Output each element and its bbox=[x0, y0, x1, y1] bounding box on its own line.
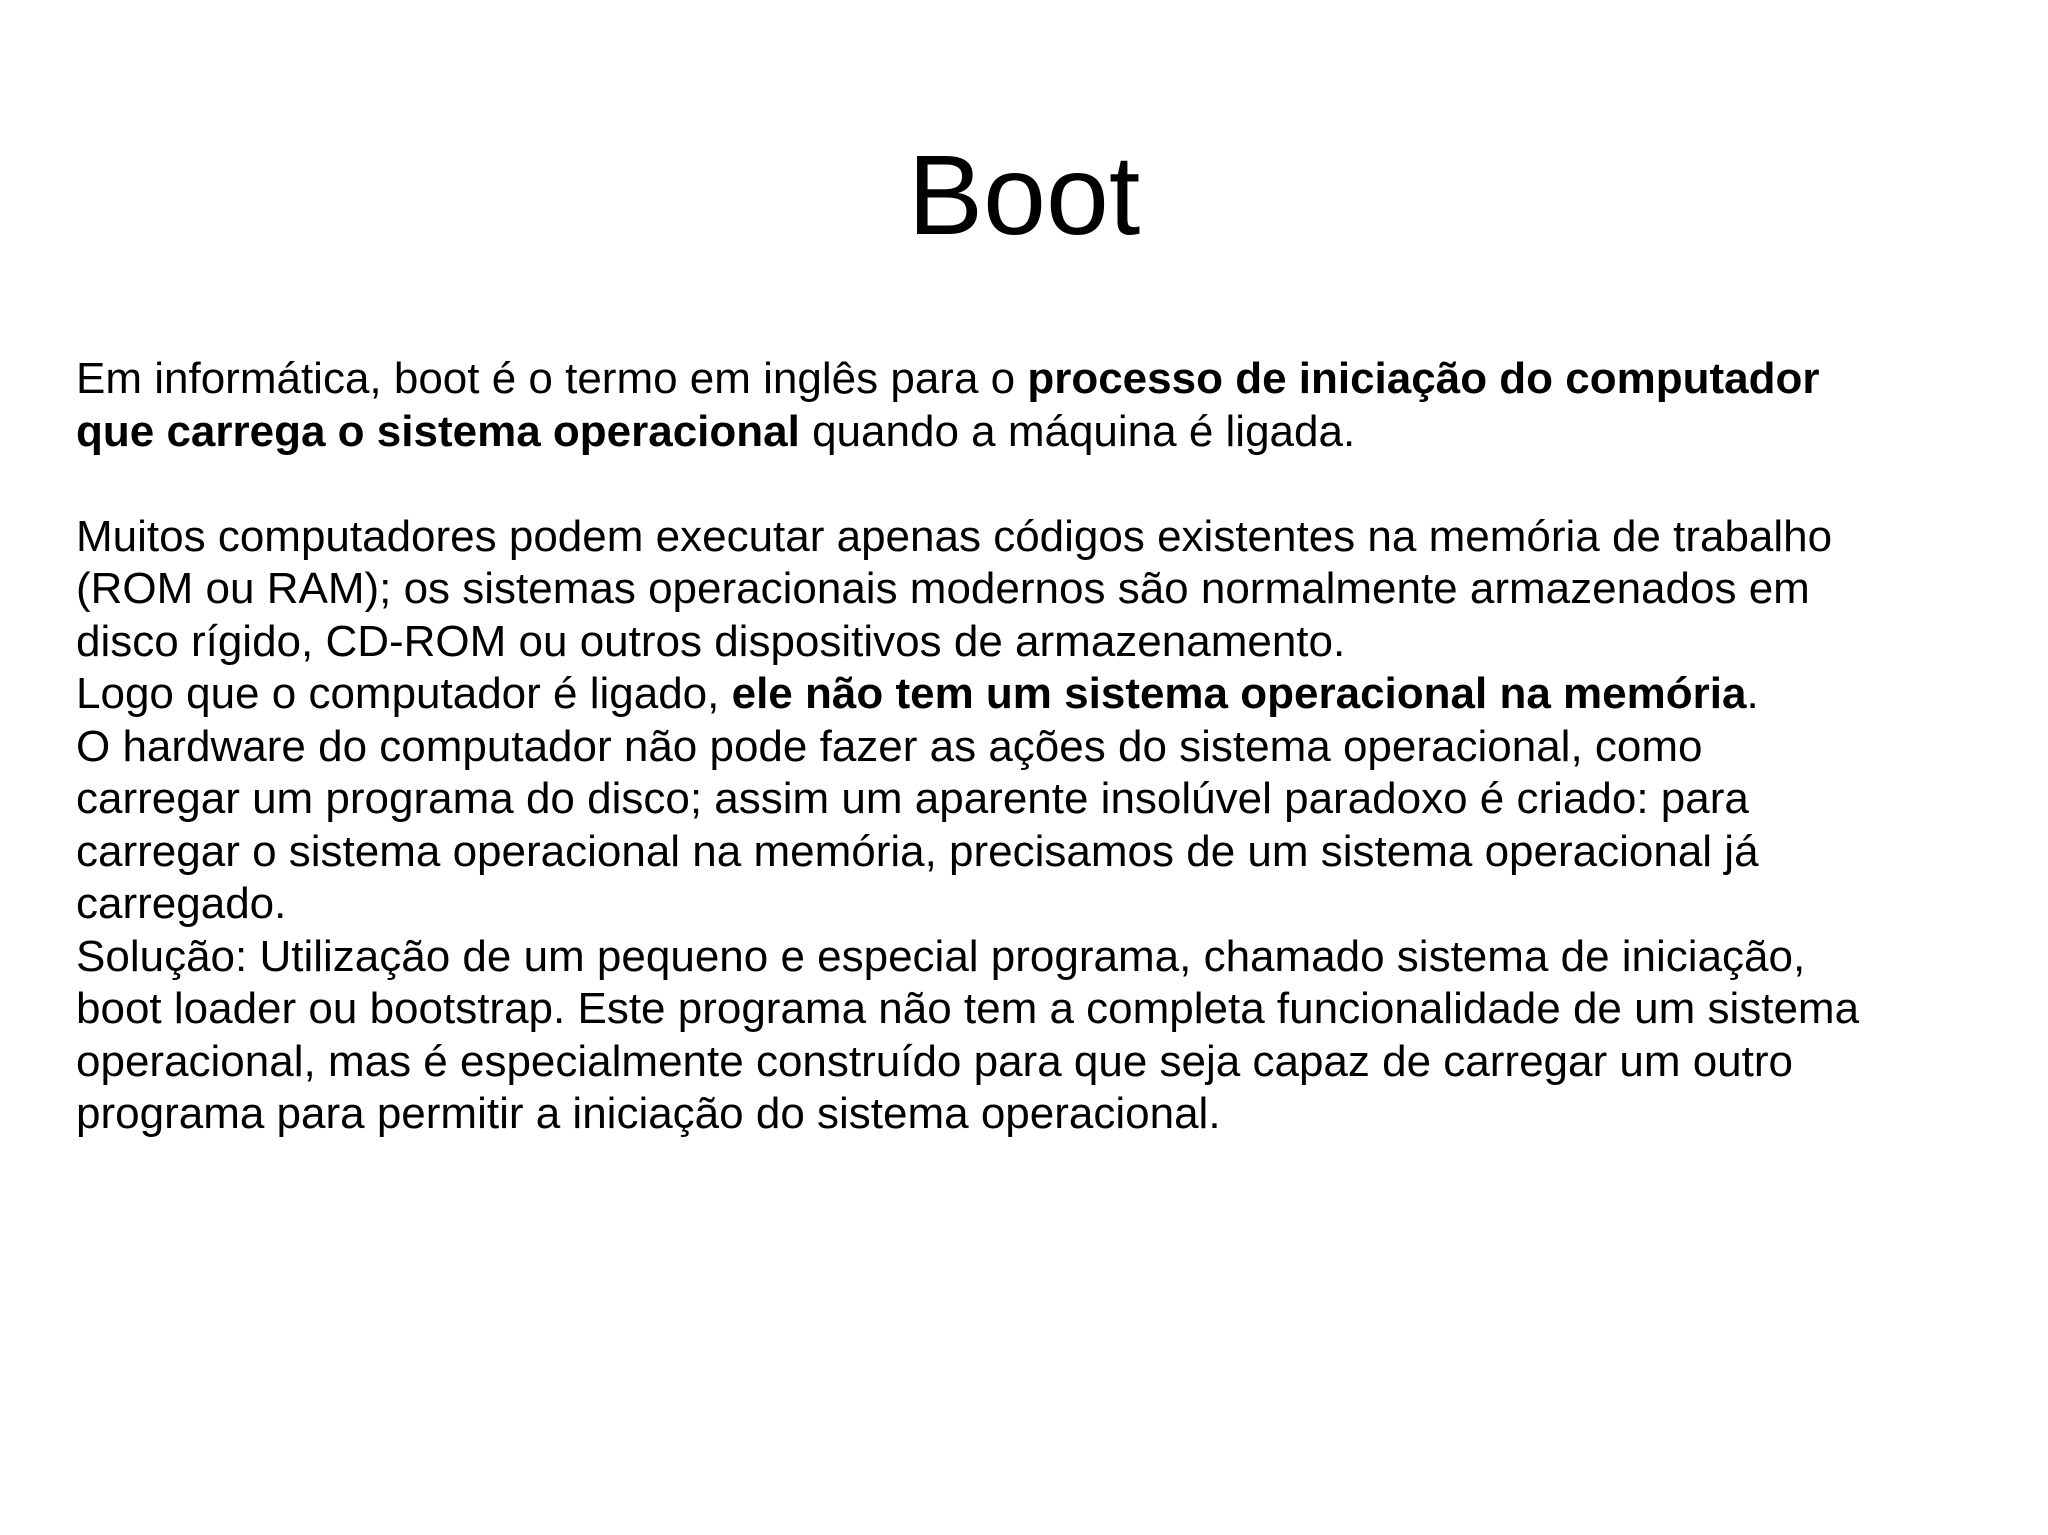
paradox-line-1: O hardware do computador não pode fazer as ações do sistema operacional, como bbox=[76, 721, 1703, 771]
slide-title: Boot bbox=[907, 132, 1141, 258]
definition-line-2 bbox=[76, 406, 2016, 459]
no-os-text: Logo que o computador é ligado, bbox=[76, 669, 732, 718]
slide-body bbox=[76, 353, 2016, 1141]
paragraph-spacer bbox=[76, 458, 2016, 511]
definition-text: Em informática, boot é o termo em inglês para o bbox=[76, 354, 1028, 403]
solution-line-3: operacional, mas é especialmente construído para que seja capaz de carregar um outro bbox=[76, 1036, 1793, 1086]
memory-line-2: (ROM ou RAM); os sistemas operacionais modernos são normalmente armazenados em bbox=[76, 564, 1810, 613]
no-os-period: . bbox=[1746, 669, 1759, 718]
paradox-line-2: carregar um programa do disco; assim um aparente insolúvel paradoxo é criado: para bbox=[76, 774, 1749, 823]
memory-paragraph bbox=[76, 511, 2016, 669]
memory-line-1: Muitos computadores podem executar apenas códigos existentes na memória de trabalho bbox=[76, 511, 1833, 561]
solution-line-2: boot loader ou bootstrap. Este programa não tem a completa funcionalidade de um sistema bbox=[76, 984, 1860, 1033]
paradox-line-3: carregar o sistema operacional na memória, precisamos de um sistema operacional já bbox=[76, 826, 1759, 876]
paradox-line-4: carregado. bbox=[76, 879, 287, 928]
solution-line-1: Solução: Utilização de um pequeno e especial programa, chamado sistema de iniciação, bbox=[76, 931, 1806, 981]
solution-paragraph bbox=[76, 931, 2016, 1141]
definition-line-1 bbox=[76, 353, 2016, 406]
definition-paragraph bbox=[76, 353, 2016, 458]
paradox-paragraph bbox=[76, 721, 2016, 931]
no-os-emphasis: ele não tem um sistema operacional na memória bbox=[731, 669, 1747, 718]
no-os-paragraph bbox=[76, 668, 2016, 721]
definition-text-end: quando a máquina é ligada. bbox=[799, 406, 1356, 456]
no-os-line bbox=[76, 668, 2016, 721]
definition-emphasis-1: processo de iniciação do computador bbox=[1027, 354, 1820, 403]
definition-emphasis-2: que carrega o sistema operacional bbox=[76, 406, 800, 456]
memory-line-3: disco rígido, CD-ROM ou outros dispositivos de armazenamento. bbox=[76, 616, 1346, 666]
solution-line-4: programa para permitir a iniciação do sistema operacional. bbox=[76, 1089, 1221, 1138]
